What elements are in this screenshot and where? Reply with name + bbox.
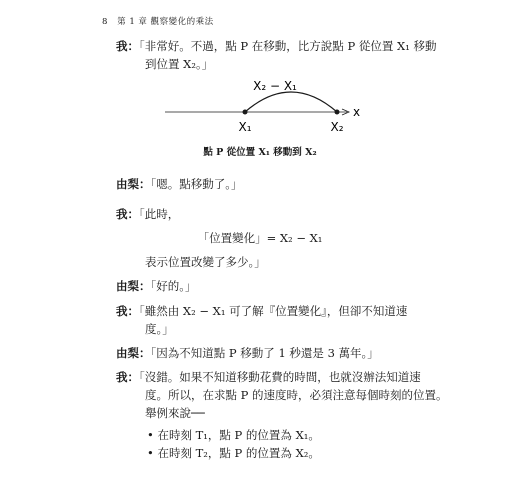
point-x2 bbox=[335, 110, 340, 115]
page-header bbox=[102, 15, 214, 27]
arc-label: X₂ − X₁ bbox=[253, 79, 297, 93]
x-axis-label: x bbox=[353, 105, 361, 119]
paragraph-1-line-2: 到位置 X₂。」 bbox=[145, 57, 214, 71]
point-x1-label: X₁ bbox=[238, 120, 252, 134]
dialogue-text: 「非常好。不過，點 P 在移動，比方說點 P 從位置 X₁ 移動 bbox=[139, 39, 437, 53]
speaker-label: 我： bbox=[116, 304, 139, 318]
speaker-label: 由梨： bbox=[116, 177, 151, 191]
bullet-item: • 在時刻 T₂，點 P 的位置為 X₂。 bbox=[147, 446, 320, 460]
page-number: 8 bbox=[102, 17, 108, 27]
dialogue-text: 「因為不知道點 P 移動了 1 秒還是 3 萬年。」 bbox=[150, 346, 379, 360]
bullet-item: • 在時刻 T₁，點 P 的位置為 X₁。 bbox=[147, 428, 320, 442]
chapter-title: 觀察變化的乘法 bbox=[150, 17, 214, 27]
speaker-label: 我： bbox=[116, 39, 139, 53]
dialogue-text: 「好的。」 bbox=[150, 279, 197, 293]
dialogue-text: 「雖然由 X₂ − X₁ 可了解『位置變化』，但卻不知道速 bbox=[139, 304, 408, 318]
speaker-label: 由梨： bbox=[116, 346, 151, 360]
movement-arc bbox=[245, 92, 337, 112]
paragraph-6 bbox=[116, 342, 379, 364]
speaker-label: 我： bbox=[116, 370, 139, 384]
point-x1 bbox=[243, 110, 248, 115]
movement-diagram bbox=[165, 75, 375, 135]
paragraph-3-continuation: 表示位置改變了多少。」 bbox=[145, 255, 266, 269]
dialogue-text: 「沒錯。如果不知道移動花費的時間，也就沒辦法知道速 bbox=[139, 370, 421, 384]
paragraph-2 bbox=[116, 173, 243, 195]
paragraph-4 bbox=[116, 275, 197, 297]
paragraph-3 bbox=[116, 203, 179, 225]
dialogue-text: 「此時， bbox=[139, 207, 180, 221]
paragraph-7-line-3: 舉例來說── bbox=[145, 406, 205, 420]
formula: 「位置變化」= X₂ − X₁ bbox=[197, 231, 323, 245]
point-x2-label: X₂ bbox=[330, 120, 344, 134]
speaker-label: 由梨： bbox=[116, 279, 151, 293]
chapter-number: 第 1 章 bbox=[117, 17, 148, 27]
diagram-caption: 點 P 從位置 X₁ 移動到 X₂ bbox=[203, 147, 317, 158]
paragraph-7-line-2: 度。所以，在求點 P 的速度時，必須注意每個時刻的位置。 bbox=[145, 388, 448, 402]
speaker-label: 我： bbox=[116, 207, 139, 221]
paragraph-5-line-2: 度。」 bbox=[145, 322, 174, 336]
dialogue-text: 「嗯。點移動了。」 bbox=[150, 177, 243, 191]
